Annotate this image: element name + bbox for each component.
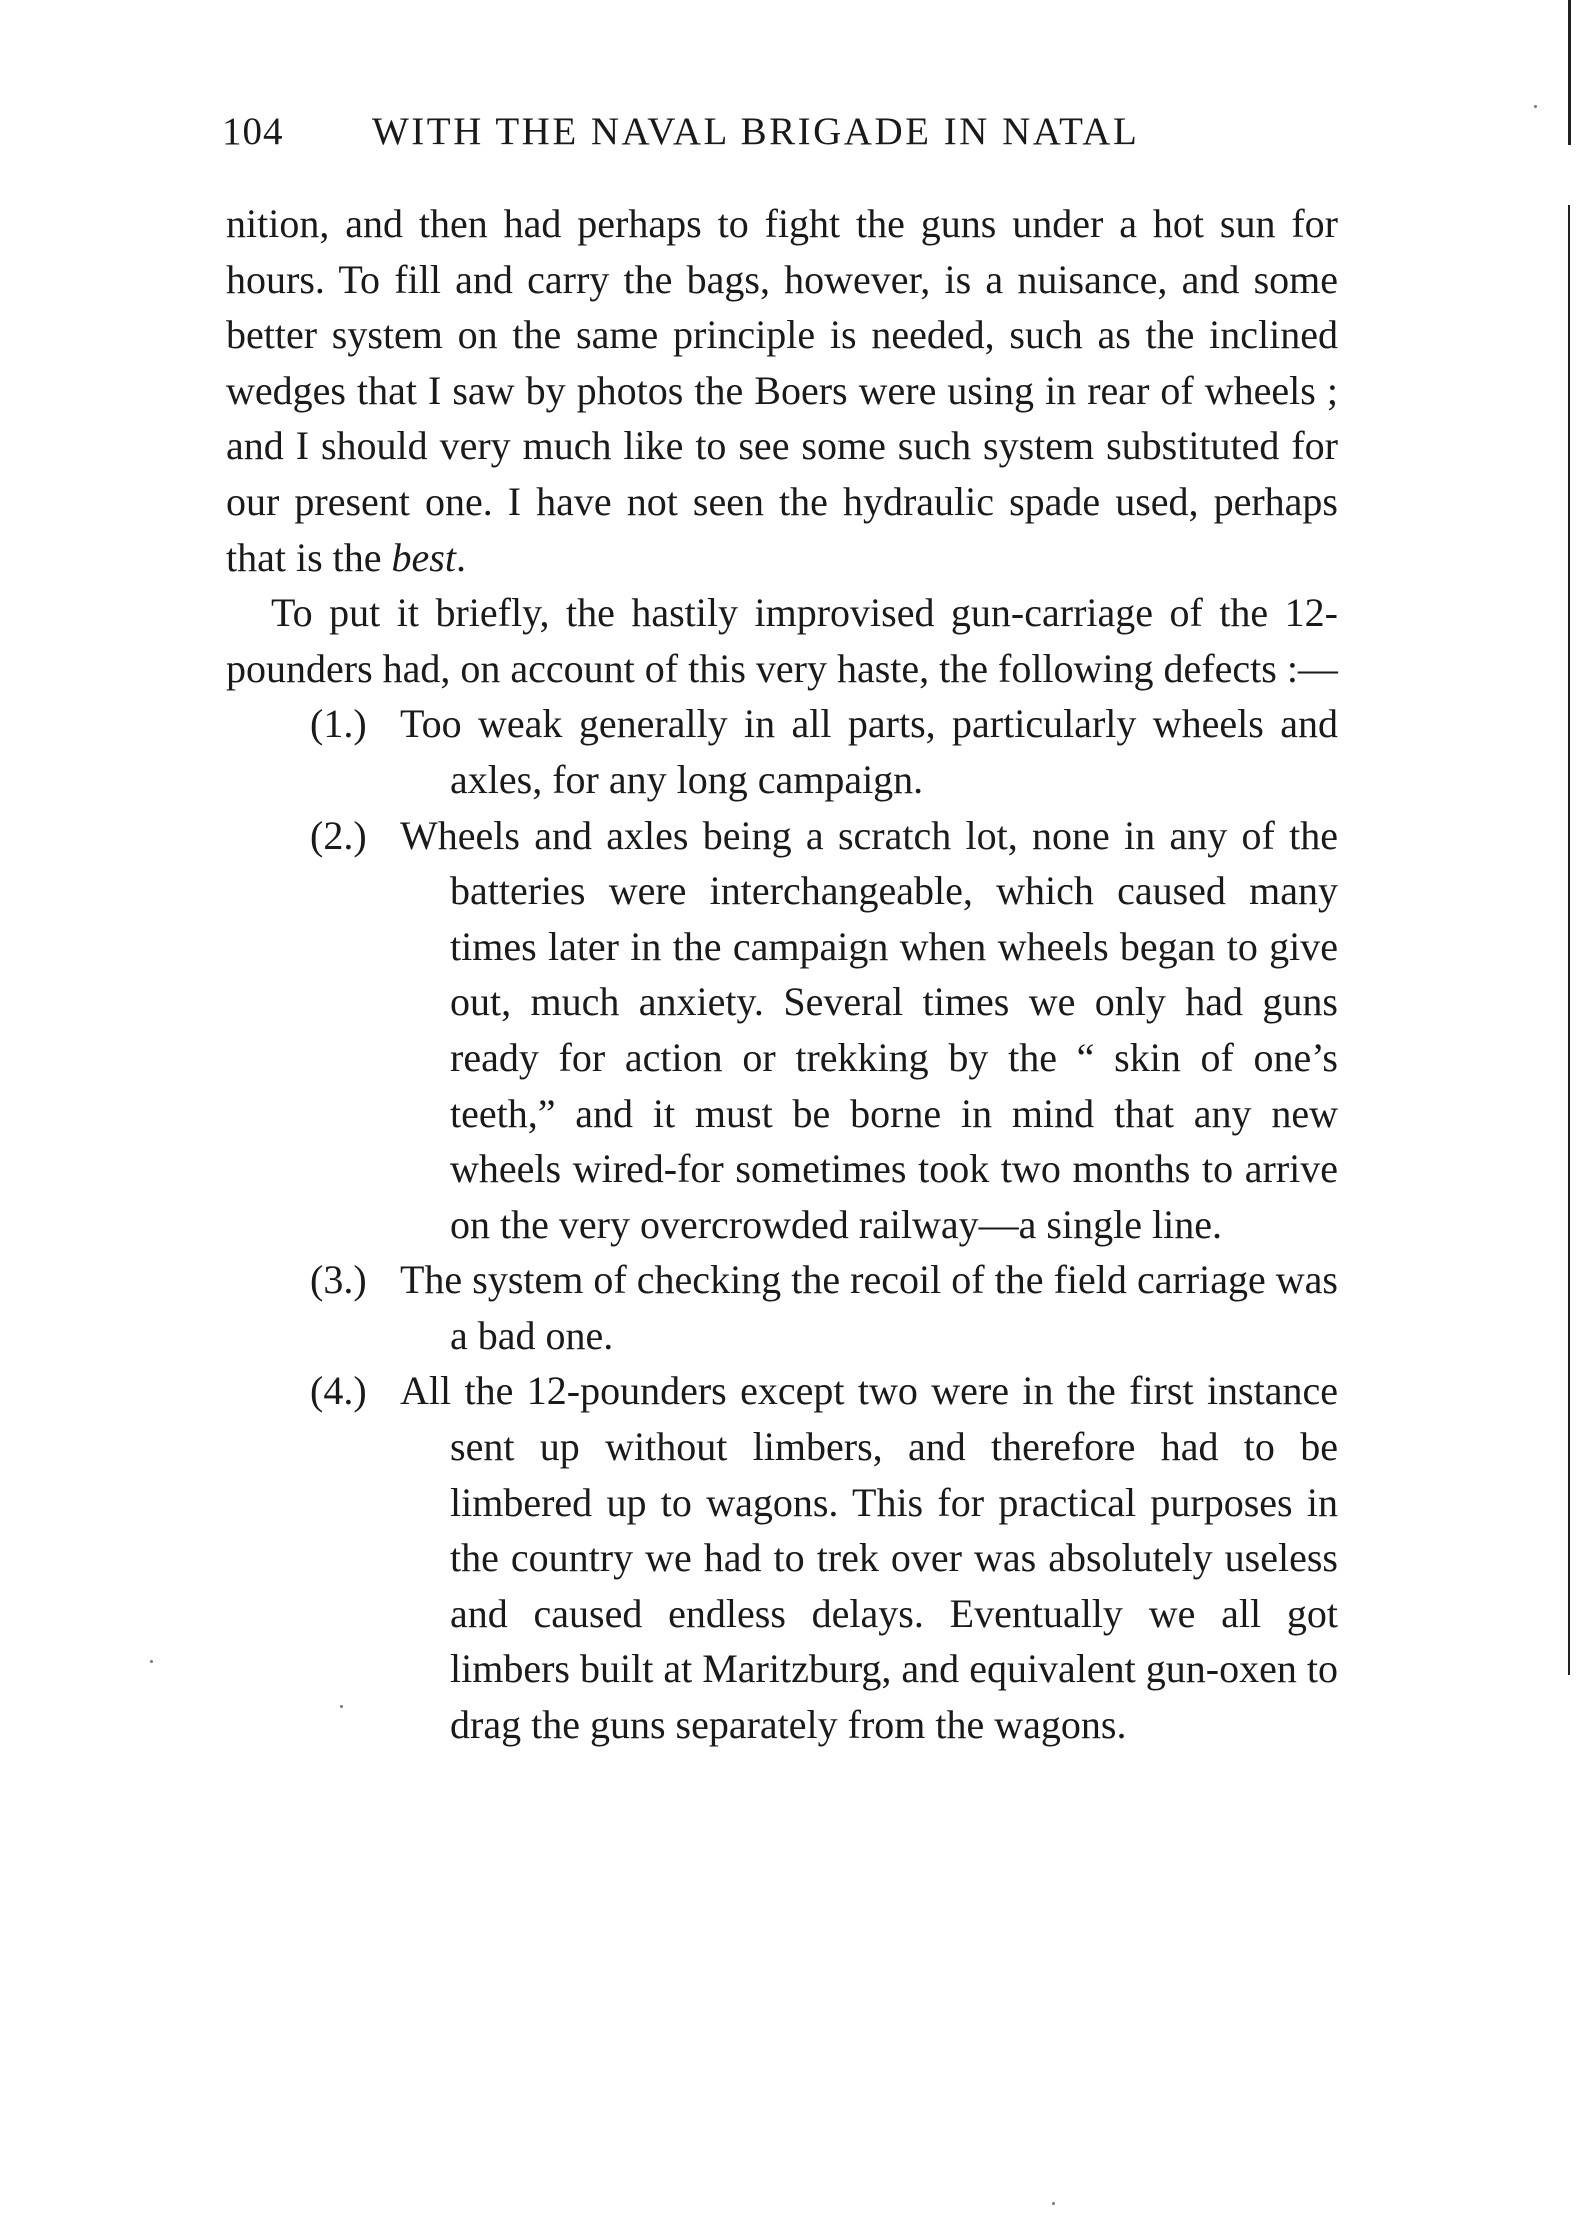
emphasis-word: best bbox=[391, 534, 456, 580]
paragraph-text: nition, and then had perhaps to fight the guns under a hot sun for hours. To fill and carry the bags, however, is a nuisance, and some better system on the same principle is needed, such as the inclined wedges that I saw by photos the Boers were using in rear of wheels ; and I should very much like to see some such system substituted for our present one. I have not seen the hydraulic spade used, perhaps that is the bbox=[226, 201, 1338, 580]
scan-speck bbox=[150, 1660, 153, 1663]
page-number: 104 bbox=[222, 110, 284, 153]
defect-number: (2.) bbox=[310, 812, 367, 858]
defect-item bbox=[226, 1363, 1338, 1752]
paragraph-continuation bbox=[226, 196, 1338, 585]
paragraph-end: . bbox=[455, 534, 466, 580]
scan-speck bbox=[1534, 105, 1537, 108]
defect-text: Too weak generally in all parts, particularly wheels and axles, for any long campaign. bbox=[400, 701, 1338, 802]
defects-list bbox=[226, 696, 1338, 1752]
scan-speck bbox=[340, 1705, 343, 1708]
scan-speck bbox=[1052, 2202, 1055, 2205]
page-body bbox=[226, 196, 1338, 1753]
defect-number: (1.) bbox=[310, 701, 367, 747]
defect-item bbox=[226, 808, 1338, 1253]
defect-number: (3.) bbox=[310, 1257, 367, 1303]
scan-edge-line bbox=[1568, 205, 1570, 1675]
defect-text: Wheels and axles being a scratch lot, none in any of the batteries were interchangeable, which caused many times later in the campaign when wheels began to give out, much anxiety. Several times we only had guns ready for action or trekking by the “ skin of one’s teeth,” and it must be borne in mind that any new wheels wired-for sometimes took two months to arrive on the very overcrowded railway—a single line. bbox=[400, 812, 1338, 1247]
defect-text: All the 12-pounders except two were in the first instance sent up without limbers, and therefore had to be limbered up to wagons. This for practical purposes in the country we had to trek over was absolutely useless and caused endless delays. Eventually we all got limbers built at Maritzburg, and equivalent gun-oxen to drag the guns separately from the wagons. bbox=[400, 1368, 1338, 1748]
defect-number: (4.) bbox=[310, 1368, 367, 1414]
paragraph-intro: To put it briefly, the hastily improvised gun-carriage of the 12-pounders had, on account of this very haste, the following defects :— bbox=[226, 590, 1338, 691]
scan-edge-line bbox=[1568, 0, 1571, 145]
defect-item bbox=[226, 1252, 1338, 1363]
defect-item bbox=[226, 696, 1338, 807]
defect-text: The system of checking the recoil of the field carriage was a bad one. bbox=[400, 1257, 1338, 1358]
running-title: WITH THE NAVAL BRIGADE IN NATAL bbox=[372, 110, 1140, 153]
